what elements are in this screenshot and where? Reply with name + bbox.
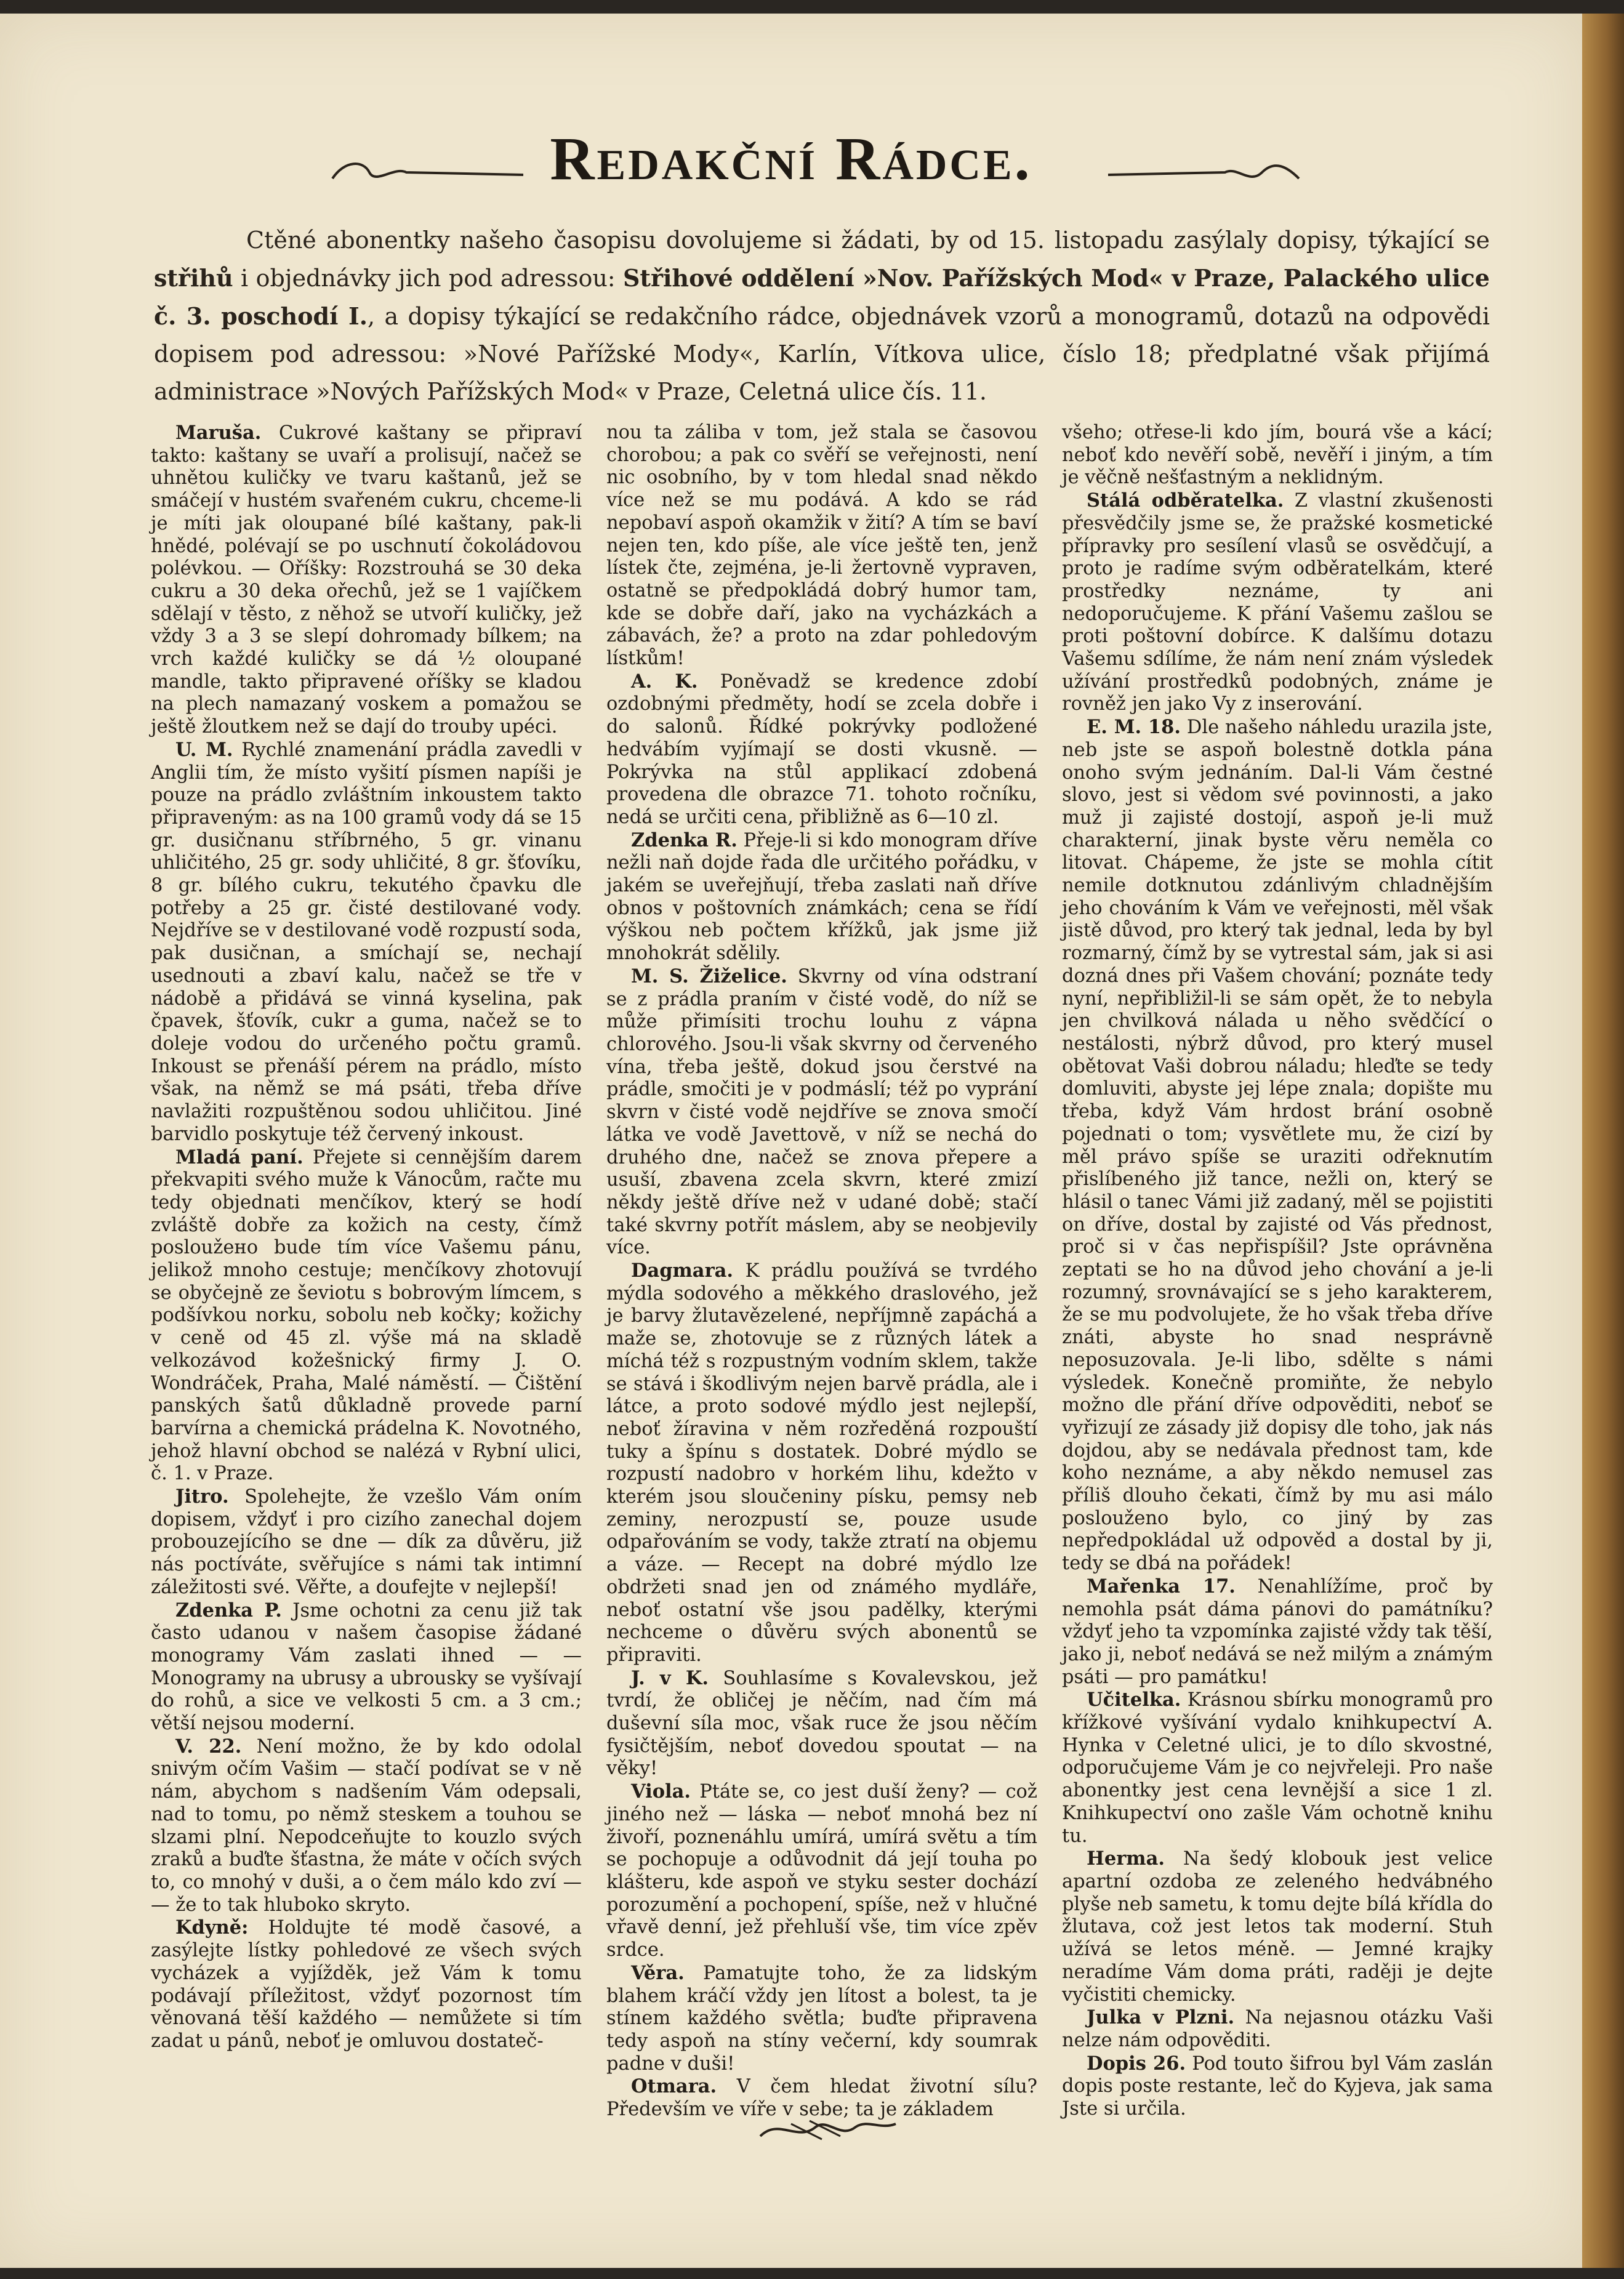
answer-recipient: A. K.	[631, 670, 698, 693]
answer-entry	[606, 965, 1037, 1260]
address-strihy: Střihové oddělení »Nov. Pařížských Mod« v Praze, Palackého ulice č. 3. poschodí I.	[154, 264, 1490, 330]
answer-text: Dle našeho náhledu urazila jste, neb jste se aspoň bolestně dotkla pána onoho svým jednáním. Dal-li Vám čestné slovo, jest si vědom své povinnosti, a jako muž ji zajisté dostojí, aspoň je-li muž charakterní, jinak byste věru neměla co litovat. Chápeme, že jste se mohla cítit nemile dotknutou zdánlivým chladnějším jeho chováním k Vám ve veřejnosti, měl však jistě důvod, pro který tak jednal, leda by byl rozmarný, čímž by se vytrestal sám, jak si asi dozná dnes při Vašem chování; poznáte tedy nyní, nepřibližil-li se sám opět, že to nebyla jen chvilková nálada u něho svědčící o nestálosti, nýbrž důvod, pro který musel obětovat Vaši dobrou náladu; hleďte se tedy domluviti, abyste jej lépe znala; dopište mu třeba, když Vám hrdost brání osobně pojednati o tom; vysvětlete mu, že cizí by měl právo spíše se uraziti odřeknutím přislíbeného již tance, nežli on, který se hlásil o tanec Vámi již zadaný, měl se pojistiti on dříve, dostal by zajisté od Vás přednost, proč si v čas nepřispíšil? Jste oprávněna zeptati se ho na důvod jeho chování a je-li rozumný, srovnávající se s jeho karakterem, že se mu podvolujete, že ho však třeba dříve znáti, abyste ho snad nesprávně neposuzovala. Je-li libo, sdělte s námi výsledek. Konečně promiňte, že nebylo možno dle přání dříve odpověditi, neboť se vyřizují ze zásady již dopisy dle toho, jak nás dojdou, aby se nedávala přednost tam, kde koho neznáme, a aby někdo nemusel zas příliš dlouho čekati, čímž by mu asi málo poslouženo bylo, co jiný by zas nepředpokládal už odpověd a dostal by ji, tedy se dbá na pořádek!	[1062, 717, 1493, 1575]
answer-entry	[151, 1916, 582, 2052]
answer-text: K prádlu používá se tvrdého mýdla sodového a měkkého draslového, jež je barvy žlutavězelené, nepříjmně zapáchá a maže se, zhotovuje se z různých látek a míchá též s rozpustným vodním sklem, takže se stává i škodlivým nejen barvě prádla, ale i látce, a proto sodové mýdlo jest nejlepší, neboť žíravina v něm rozředěná rozpouští tuky a špínu s dostatek. Dobré mýdlo se rozpustí nadobro v horkém lihu, kdežto v kterém jsou sloučeniny písku, pemsy neb zeminy, nerozpustí se, pouze usude odpařováním se vody, takže ztratí na objemu a váze. — Recept na dobré mýdlo lze obdržeti snad jen od známého mydláře, neboť ostatní vše jsou padělky, kterými nechceme o důvěru svých abonentů se připraviti.	[606, 1260, 1037, 1666]
answer-entry	[151, 1599, 582, 1735]
column-left	[151, 422, 582, 2084]
answer-entry	[151, 1146, 582, 1486]
answers-columns	[151, 422, 1493, 2121]
answer-entry	[1062, 2052, 1493, 2121]
answer-recipient: Viola.	[631, 1780, 691, 1803]
answer-recipient: Dagmara.	[631, 1260, 734, 1282]
answer-entry	[151, 422, 582, 739]
column-middle	[606, 422, 1038, 2121]
answer-entry	[1062, 422, 1493, 489]
answer-recipient: U. M.	[175, 738, 233, 761]
answer-entry	[606, 1780, 1037, 1962]
book-spine	[1582, 14, 1624, 2268]
answer-recipient: Maruša.	[175, 422, 262, 444]
answer-text: Z vlastní zkušenosti přesvědčily jsme se, že pražské kosmetické přípravky pro sesílení vlasů se osvědčují, a proto je radíme svým odběratelkám, které prostředky neznáme, ty ani nedoporučujeme. K přání Vašemu zašlou se proti poštovní dobírce. K dalšímu dotazu Vašemu sdílíme, že nám není znám výsledek užívání prostředků podobných, známe je rovněž jen jako Vy z inserování.	[1062, 490, 1493, 715]
strih-word: střihů	[154, 264, 233, 292]
answer-text: nou ta záliba v tom, jež stala se časovou chorobou; a pak co svěří se veřejnosti, není nic osobního, by v tom hledal snad někdo více než se mu podává. A kdo se rád nepobaví aspoň okamžik v žití? A tím se baví nejen ten, kdo píše, ale více ještě ten, jenž lístek čte, zejména, je-li žertovně vypraven, ostatně se předpokládá dobrý humor tam, kde se dobře daří, jako na vycházkách a zábavách, že? a proto na zdar pohledovým lístkům!	[606, 422, 1037, 670]
column-right	[1062, 422, 1493, 2120]
answer-text: Na nejasnou otázku Vaši nelze nám odpověditi.	[1062, 2007, 1493, 2051]
answer-entry	[151, 1485, 582, 1599]
answer-text: Skvrny od vína odstraní se z prádla praním v čisté vodě, do níž se může přimísiti trochu louhu z vápna chlorového. Jsou-li však skvrny od červeného vína, třeba ještě, dokud jsou čerstvé na prádle, smočiti je v podmáslí; též po vyprání skvrn v čisté vodě nejdříve se znova smočí látka ve vodě Javettově, v níž se nechá do druhého dne, načež se znova přepere a usuší, zbavena zcela skvrn, které zmizí někdy ještě dříve než v udané době; stačí také skvrny potřít máslem, aby se neobjevily více.	[606, 965, 1037, 1259]
answer-recipient: Zdenka R.	[631, 829, 738, 851]
answer-text: Není možno, že by kdo odolal snivým očím Vašim — stačí podívat se v ně nám, abychom s nadšením Vám odepsali, nad to tomu, po němž steskem a touhou se slzami plní. Nepodceňujte to kouzlo svých zraků a buďte šťastna, že máte v očích svých to, co mnohý v duši, a o čem málo kdo zví — — že to tak hluboko skryto.	[151, 1735, 582, 1916]
answer-entry	[1062, 489, 1493, 716]
answer-recipient: E. M. 18.	[1087, 716, 1181, 739]
answer-recipient: Otmara.	[631, 2075, 717, 2098]
answer-recipient: Stálá odběratelka.	[1087, 489, 1284, 512]
answer-recipient: Mladá paní.	[175, 1146, 303, 1168]
answer-text: Krásnou sbírku monogramů pro křížkové vyšívání vydalo knihkupectví A. Hynka v Celetné ulici, je to dílo skvostné, odporučujeme Vám je co nejvřeleji. Pro naše abonentky jest cena levnější a sice 1 zl. Knihkupectví ono zašle Vám ochotně knihu tu.	[1062, 1689, 1493, 1847]
answer-recipient: M. S. Žiželice.	[631, 965, 787, 987]
answer-text: Přejete si cennějším darem překvapiti svého muže k Vánocům, račte mu tedy objednati menčíkov, který se hodí zvláště dobře za kožich na cesty, čímž posloužено bude tím více Vašemu pánu, jelikož mnoho cestuje; menčíkovy zhotovují se obyčejně ze ševiotu s bobrovým límcem, s podšívkou norku, sobolu neb kočky; kožichy v ceně od 45 zl. výše má na skladě velkozávod kožešnický firmy J. O. Wondráček, Praha, Malé náměstí. — Čištění panských šatů důkladně provede parní barvírna a chemická prádelna K. Novotného, jehož hlavní obchod se nalézá v Rybní ulici, č. 1. v Praze.	[151, 1146, 582, 1485]
answer-text: Holdujte té modě časové, a zasýlejte lístky pohledové ze všech svých vycházek a vyjížděk, jež Vám k tomu podávají příležitost, vždyť pozornost tím věnovaná těší každého — nemůžete si tím zadat u pánů, neboť je omluvou dostateč-	[151, 1917, 582, 2052]
answer-text: Rychlé znamenání prádla zavedli v Anglii tím, že místo vyšití písmen napíši je pouze na prádlo zvláštním inkoustem takto připraveným: as na 100 gramů vody dá se 15 gr. dusičnanu stříbrného, 5 gr. vinanu uhličitého, 25 gr. sody uhličité, 8 gr. šťovíku, 8 gr. bílého cukru, tekutého čpavku dle potřeby a 25 gr. čisté destilované vody. Nejdříve se v destilované vodě rozpustí soda, pak dusičnan, a smíchají se, nechají usednouti a zbaví kalu, načež se tře v nádobě a přidává se vinná kyselina, pak čpavek, šťovík, cukr a guma, načež se to doleje vodou do určeného počtu gramů. Inkoust se přenáší pérem na prádlo, místo však, na němž se má psáti, třeba dříve navlažiti rozpuštěnou sodou uhličitou. Jiné barvidlo poskytuje též červený inkoust.	[151, 739, 582, 1145]
answer-entry	[1062, 1847, 1493, 2006]
answer-entry	[1062, 1689, 1493, 1847]
answer-recipient: Jitro.	[175, 1485, 229, 1508]
answer-recipient: Mařenka 17.	[1087, 1575, 1236, 1598]
answer-recipient: Zdenka P.	[175, 1599, 282, 1622]
answer-recipient: V. 22.	[175, 1735, 242, 1758]
answer-recipient: Učitelka.	[1087, 1689, 1181, 1711]
answer-entry	[1062, 716, 1493, 1575]
answer-entry	[1062, 1575, 1493, 1689]
answer-text: Spolehejte, že vzešlo Vám oním dopisem, vždyť i pro cizího zanechal dojem probouzejícího se dne — dík za důvěru, již nás poctíváte, svěřujíce s námi tak intimní záležitosti své. Věřte, a doufejte v nejlepší!	[151, 1486, 582, 1598]
answer-text: Poněvadž se kredence zdobí ozdobnými předměty, hodí se zcela dobře i do salonů. Řídké pokrývky podložené hedvábím vyjímají se dosti vkusně. — Pokrývka na stůl applikací zdobená provedena dle obrazce 71. tohoto ročníku, nedá se určiti cena, přibližně as 6—10 zl.	[606, 670, 1038, 828]
answer-recipient: Julka v Plzni.	[1087, 2006, 1235, 2029]
answer-entry	[151, 739, 582, 1146]
answer-entry	[606, 670, 1037, 829]
answer-text: Pod touto šifrou byl Vám zaslán dopis poste restante, leč do Kyjeva, jak sama Jste si určila.	[1062, 2052, 1493, 2120]
answer-entry	[1062, 2006, 1493, 2052]
answer-recipient: Herma.	[1087, 1847, 1165, 1870]
end-ornament-icon	[754, 2112, 902, 2148]
answer-entry	[151, 1735, 582, 1917]
answer-entry	[606, 422, 1037, 670]
answer-recipient: Dopis 26.	[1087, 2052, 1186, 2075]
answer-recipient: J. v K.	[631, 1666, 709, 1689]
page-title: Redakční Rádce.	[550, 124, 1032, 193]
answer-text: Jsme ochotni za cenu již tak často udanou v našem časopise žádané monogramy Vám zaslati ihned — — Monogramy na ubrusy a ubrousky se vyšívají do rohů, a sice ve velkosti 5 cm. a 3 cm.; větší nejsou moderní.	[151, 1599, 582, 1735]
answer-text: V čem hledat životní sílu? Především ve víře v sebe; ta je základem	[606, 2076, 1037, 2121]
flourish-right-icon	[1102, 154, 1305, 191]
answer-text: Na šedý klobouk jest velice apartní ozdoba ze zeleného hedvábného plyše neb sametu, k tomu dejte bílá křídla do žlutava, což jest letos tak moderní. Stuh užívá se letos méně. — Jemné krajky neradíme Vám doma práti, raději je dejte vyčistiti chemicky.	[1062, 1848, 1493, 2006]
answer-text: Pamatujte toho, že za lidským blahem kráčí vždy jen lítost a bolest, ta je stínem každého světla; buďte připravena tedy aspoň na stíny večerní, kdy soumrak padne v duši!	[606, 1962, 1037, 2075]
answer-text: Ptáte se, co jest duší ženy? — což jiného než — láska — neboť mnohá bez ní živoří, poznenáhlu umírá, umírá světu a tím se pochopuje a odůvodnit dá její touha po klášteru, kde aspoň ve styku sester dochází porozumění a pochopení, spíše, než v hlučné vřavě denní, jež přehluší vše, tim více zpěv srdce.	[606, 1781, 1037, 1961]
answer-text: všeho; otřese-li kdo jím, bourá vše a kácí; neboť kdo nevěří sobě, nevěří i jiným, a tím je věčně nešťastným a neklidným.	[1062, 422, 1493, 489]
page-header	[0, 117, 1582, 203]
answer-text: Přeje-li si kdo monogram dříve nežli naň dojde řada dle určitého pořádku, v jakém se uveřejňují, třeba zaslati naň dříve obnos v poštovních známkách; cena se řídí výškou neb počtem křížků, jak jsme již mnohokrát sdělily.	[606, 829, 1037, 965]
answer-text: Souhlasíme s Kovalevskou, jež tvrdí, že obličej je něčím, nad čím má duševní síla moc, však ruce že jsou něčím fysičtějším, neboť dovedou spoutat — na věky!	[606, 1667, 1037, 1780]
answer-entry	[606, 829, 1037, 965]
intro-notice: Ctěné abonentky našeho časopisu dovolujeme si žádati, by od 15. listopadu zasýlaly dopisy, týkající se střihů i objednávky jich pod adressou: Střihové oddělení »Nov. Pařížských Mod« v Praze, Palackého ulice č. 3. poschodí I., a dopisy týkající se redakčního rádce, objednávek vzorů a monogramů, dotazů na odpovědi dopisem pod adressou: »Nové Pařížské Mody«, Karlín, Vítkova ulice, číslo 18; předplatné však přijímá administrace »Nových Pařížských Mod« v Praze, Celetná ulice čís. 11.	[154, 227, 1490, 405]
answer-entry	[606, 1667, 1037, 1781]
answer-entry	[606, 1962, 1037, 2076]
answer-text: Nenahlížíme, proč by nemohla psát dáma pánovi do památníku? vždyť jeho ta vzpomínka zajisté vždy tak těší, jako ji, neboť nedává se než milým a známým psáti — pro památku!	[1062, 1575, 1493, 1688]
answer-recipient: Kdyně:	[175, 1916, 249, 1939]
answer-recipient: Věra.	[631, 1961, 685, 1984]
answer-text: Cukrové kaštany se připraví takto: kaštany se uvaří a prolisují, načež se uhnětou kuličky ve tvaru kaštanů, jež se smáčejí v hustém svařeném cukru, chceme-li je míti jak oloupané bílé kaštany, pak-li hnědé, polévají se po uschnutí čokoládovou polévkou. — Oříšky: Rozstrouhá se 30 deka cukru a 30 deka ořechů, jež se 1 vajíčkem sdělají v těsto, z něhož se utvoří kuličky, jež vždy 3 a 3 se slepí dohromady bílkem; na vrch každé kuličky se dá ½ oloupané mandle, takto připravené oříšky se kladou na plech namazaný voskem a pomažou se ještě žloutkem než se dají do trouby upéci.	[151, 422, 582, 738]
answer-entry	[606, 1260, 1037, 1667]
